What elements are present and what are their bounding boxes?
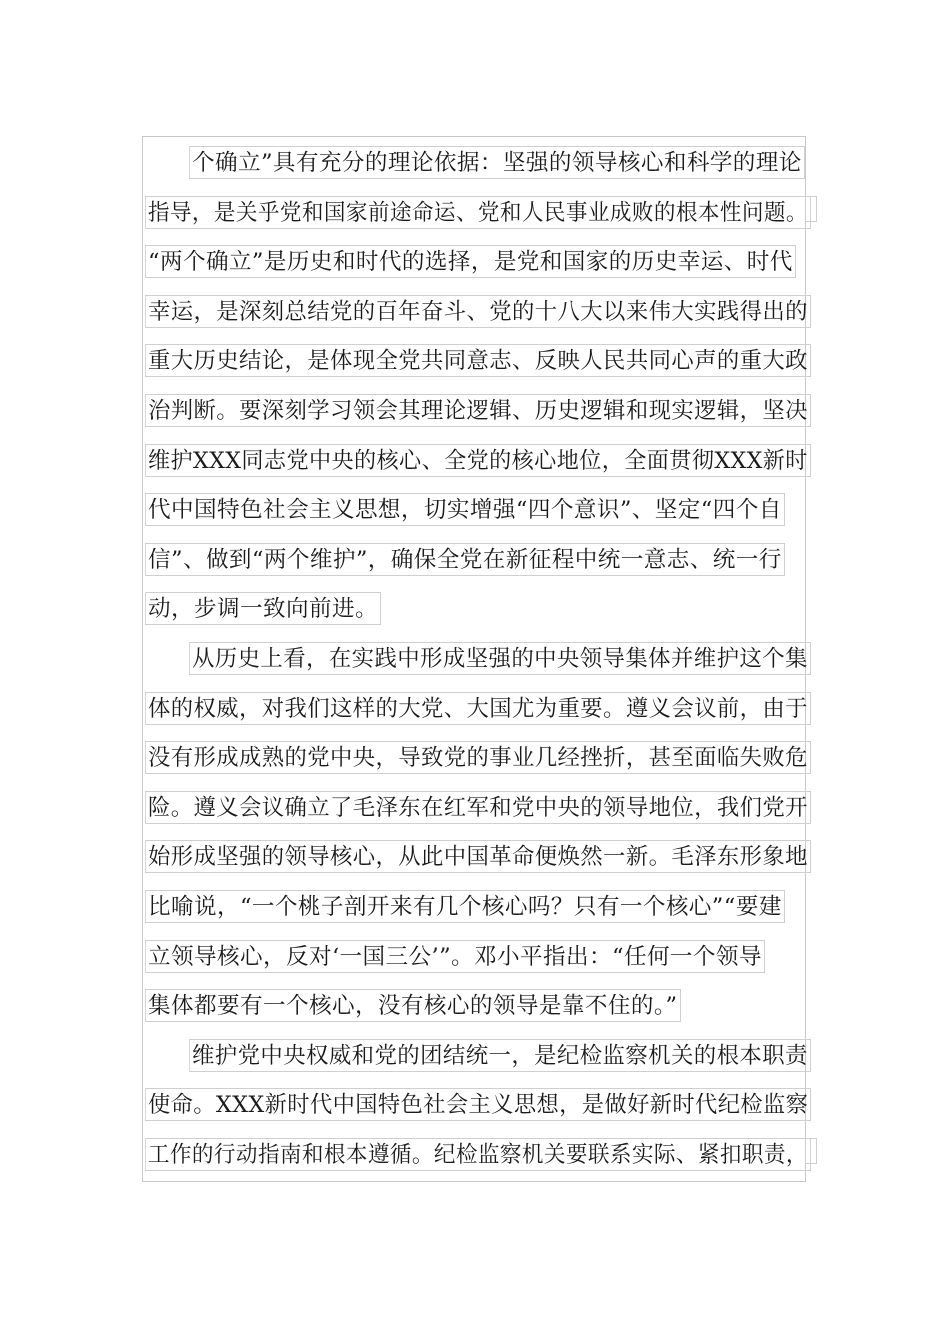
text-line-content: 比喻说，“一个桃子剖开来有几个核心吗？只有一个核心”“要建 <box>145 890 785 923</box>
text-line <box>145 239 825 289</box>
text-line-content: 维护XXX同志党中央的核心、全党的核心地位，全面贯彻XXX新时 <box>145 444 811 477</box>
text-line-content: 重大历史结论，是体现全党共同意志、反映人民共同心声的重大政 <box>145 344 811 377</box>
text-line <box>145 338 825 388</box>
text-line-content: 治判断。要深刻学习领会其理论逻辑、历史逻辑和现实逻辑，坚决 <box>145 394 811 427</box>
text-line <box>145 289 825 339</box>
text-line <box>145 388 825 438</box>
text-line <box>145 934 825 984</box>
text-line-content: 集体都要有一个核心，没有核心的领导是靠不住的。” <box>145 989 681 1022</box>
text-line <box>145 438 825 488</box>
text-line-content: 工作的行动指南和根本遵循。纪检监察机关要联系实际、紧扣职责， <box>145 1138 811 1171</box>
text-line <box>145 735 825 785</box>
text-line-content: 险。遵义会议确立了毛泽东在红军和党中央的领导地位，我们党开 <box>145 791 811 824</box>
text-line <box>145 785 825 835</box>
text-line <box>145 834 825 884</box>
text-line-content: 动，步调一致向前进。 <box>145 592 381 625</box>
text-line-content: 立领导核心，反对‘一国三公’”。邓小平指出：“任何一个领导 <box>145 940 765 973</box>
text-line <box>145 884 825 934</box>
text-line-content: 幸运，是深刻总结党的百年奋斗、党的十八大以来伟大实践得出的 <box>145 295 811 328</box>
text-line-content: 代中国特色社会主义思想，切实增强“四个意识”、坚定“四个自 <box>145 493 785 526</box>
text-line <box>145 487 825 537</box>
text-line-content: 维护党中央权威和党的团结统一，是纪检监察机关的根本职责 <box>189 1039 811 1072</box>
text-line-content: 个确立”具有充分的理论依据：坚强的领导核心和科学的理论 <box>189 146 805 179</box>
text-line-content: 从历史上看，在实践中形成坚强的中央领导集体并维护这个集 <box>189 642 811 675</box>
text-line <box>145 537 825 587</box>
text-line <box>145 983 825 1033</box>
text-line-content: 始形成坚强的领导核心，从此中国革命便焕然一新。毛泽东形象地 <box>145 840 811 873</box>
text-line <box>145 586 825 636</box>
line-end-marker <box>805 1138 817 1164</box>
document-body <box>145 140 825 1181</box>
text-line-content: 指导，是关乎党和国家前途命运、党和人民事业成败的根本性问题。 <box>145 196 811 229</box>
text-line <box>145 190 825 240</box>
text-line <box>145 1082 825 1132</box>
line-end-marker <box>805 196 817 222</box>
text-line <box>145 636 825 686</box>
text-line <box>145 686 825 736</box>
text-line <box>145 140 825 190</box>
text-line-content: “两个确立”是历史和时代的选择，是党和国家的历史幸运、时代 <box>145 245 796 278</box>
text-line <box>145 1033 825 1083</box>
text-line-content: 使命。XXX新时代中国特色社会主义思想，是做好新时代纪检监察 <box>145 1088 811 1121</box>
text-line <box>145 1132 825 1182</box>
text-line-content: 没有形成成熟的党中央，导致党的事业几经挫折，甚至面临失败危 <box>145 741 811 774</box>
text-line-content: 体的权威，对我们这样的大党、大国尤为重要。遵义会议前，由于 <box>145 692 811 725</box>
text-line-content: 信”、做到“两个维护”，确保全党在新征程中统一意志、统一行 <box>145 543 785 576</box>
